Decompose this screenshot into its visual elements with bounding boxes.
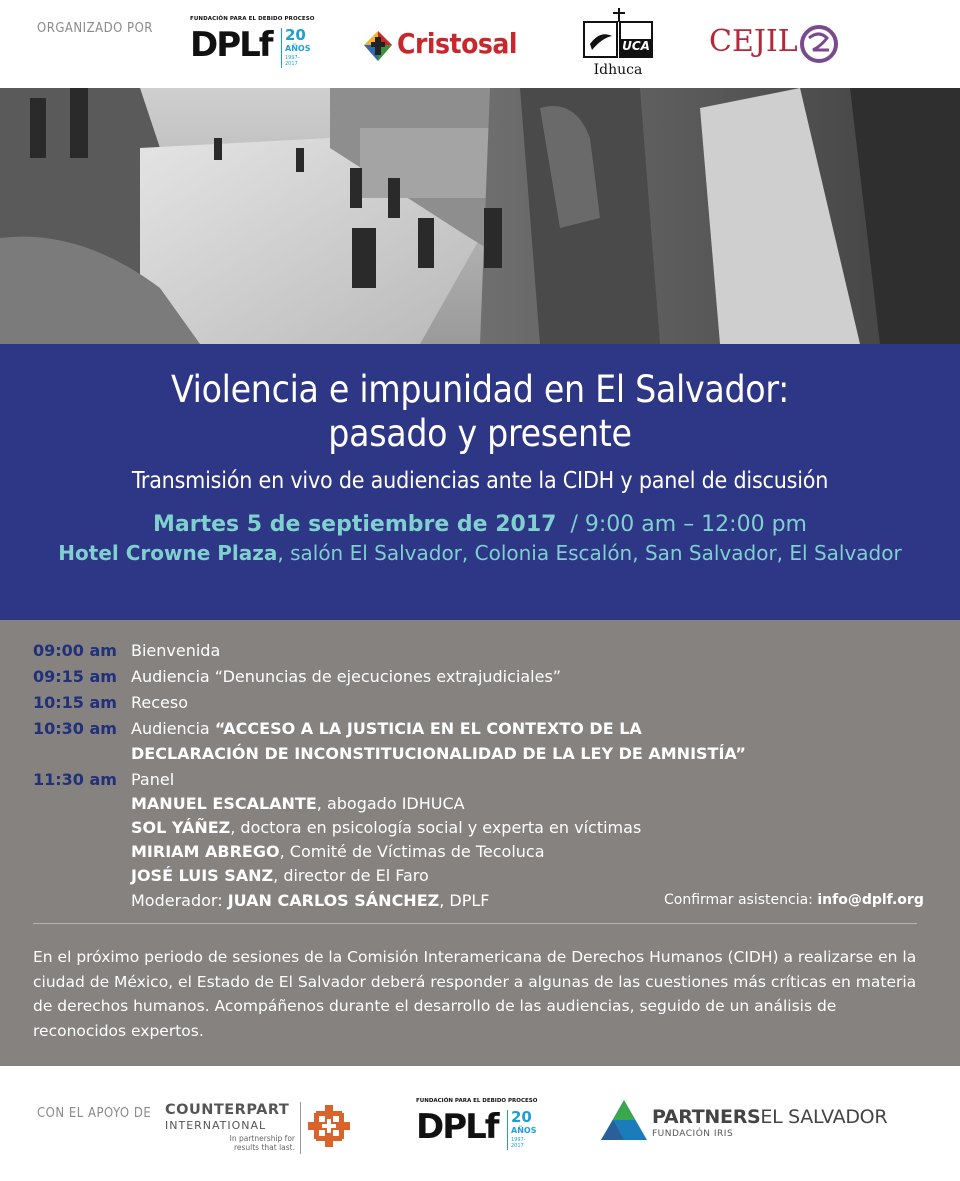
counterpart-tagline-line1: In partnership for bbox=[229, 1134, 295, 1143]
agenda-text: Panel bbox=[131, 770, 175, 789]
counterpart-logo bbox=[165, 1102, 355, 1158]
panelist-role: , abogado IDHUCA bbox=[316, 794, 465, 813]
dplf-divider bbox=[281, 28, 282, 68]
agenda-time: 10:15 am bbox=[33, 693, 117, 712]
sponsors-footer bbox=[0, 1066, 960, 1181]
event-venue-detail: , salón El Salvador, Colonia Escalón, San Salvador, El Salvador bbox=[277, 541, 902, 565]
event-title-band bbox=[0, 344, 960, 620]
counterpart-sub: INTERNATIONAL bbox=[165, 1119, 267, 1132]
event-subtitle: Transmisión en vivo de audiencias ante la CIDH y panel de discusión bbox=[131, 468, 829, 494]
counterpart-tagline bbox=[230, 1134, 295, 1152]
dplf-footer-anniv-word: AÑOS bbox=[511, 1126, 537, 1135]
agenda-text-bold-line1: “ACCESO A LA JUSTICIA EN EL CONTEXTO DE LA bbox=[214, 719, 642, 738]
cejil-wordmark: CEJIL bbox=[709, 24, 798, 59]
panelist-name: MIRIAM ABREGO bbox=[131, 842, 280, 861]
agenda-text-bold-line2: DECLARACIÓN DE INCONSTITUCIONALIDAD DE LA LEY DE AMNISTÍA” bbox=[131, 744, 746, 763]
agenda-text: Receso bbox=[131, 693, 189, 712]
agenda-time: 11:30 am bbox=[33, 770, 117, 789]
panelist-role: , Comité de Víctimas de Tecoluca bbox=[279, 842, 545, 861]
panelist-role: , doctora en psicología social y experta en víctimas bbox=[230, 818, 642, 837]
idhuca-uca-mark: UCA bbox=[622, 39, 650, 53]
dplf-footer-anniv-number: 20 bbox=[511, 1108, 532, 1126]
dplf-tagline: FUNDACIÓN PARA EL DEBIDO PROCESO bbox=[190, 16, 315, 22]
agenda-divider bbox=[33, 923, 917, 924]
partners-sub: FUNDACIÓN IRIS bbox=[652, 1129, 734, 1139]
dplf-footer-anniv-years: 1997-2017 bbox=[511, 1137, 526, 1149]
agenda-time: 09:15 am bbox=[33, 667, 117, 686]
moderator-name: JUAN CARLOS SÁNCHEZ bbox=[227, 891, 440, 910]
agenda-section bbox=[0, 620, 960, 1066]
partners-wordmark bbox=[652, 1106, 887, 1128]
dplf-anniv-word: AÑOS bbox=[285, 44, 311, 53]
rsvp-email-link[interactable]: info@dplf.org bbox=[817, 892, 924, 908]
dplf-footer-logo bbox=[416, 1098, 536, 1158]
panelist-name: SOL YÁÑEZ bbox=[131, 818, 231, 837]
event-venue-name: Hotel Crowne Plaza bbox=[58, 541, 278, 565]
hero-photo-collage bbox=[0, 88, 960, 344]
cristosal-emblem-icon bbox=[362, 29, 394, 63]
rsvp-label: Confirmar asistencia: bbox=[664, 892, 818, 908]
support-label: CON EL APOYO DE bbox=[37, 1106, 152, 1121]
counterpart-divider bbox=[300, 1102, 301, 1154]
agenda-time: 10:30 am bbox=[33, 719, 117, 738]
counterpart-emblem-icon bbox=[308, 1105, 350, 1147]
event-title-line2: pasado y presente bbox=[328, 412, 632, 455]
hero-photo bbox=[0, 88, 960, 344]
agenda-text: Bienvenida bbox=[131, 641, 221, 660]
event-title bbox=[0, 368, 960, 456]
event-date-line bbox=[0, 512, 960, 537]
agenda-text: Audiencia “Denuncias de ejecuciones extrajudiciales” bbox=[131, 667, 562, 686]
counterpart-name: COUNTERPART bbox=[165, 1102, 290, 1118]
rsvp bbox=[664, 892, 924, 908]
panelist-role: , director de El Faro bbox=[273, 866, 429, 885]
partners-logo bbox=[601, 1100, 901, 1150]
idhuca-emblem-icon bbox=[582, 8, 654, 64]
cejil-logo bbox=[709, 24, 839, 68]
idhuca-logo bbox=[582, 8, 654, 80]
dplf-footer-wordmark: DPLf bbox=[416, 1107, 498, 1147]
moderator-label: Moderador: bbox=[131, 891, 228, 910]
dplf-footer-divider bbox=[507, 1110, 508, 1150]
dplf-anniv-number: 20 bbox=[285, 26, 306, 44]
agenda-text-prefix: Audiencia bbox=[131, 719, 215, 738]
event-time: / 9:00 am – 12:00 pm bbox=[570, 512, 807, 537]
counterpart-tagline-line2: results that last. bbox=[233, 1143, 295, 1152]
event-description: En el próximo periodo de sesiones de la Comisión Interamericana de Derechos Humanos (CIDH) a realizarse en la ciudad de México, el Estado de El Salvador deberá responder a algunas de las cuestiones más críticas en materia de derechos humanos. Acompáñenos durante el desarrollo de las audiencias, seguido de un análisis de reconocidos expertos. bbox=[33, 948, 917, 1040]
dplf-anniv-years: 1997-2017 bbox=[285, 55, 300, 67]
idhuca-wordmark: Idhuca bbox=[593, 62, 643, 78]
event-date: Martes 5 de septiembre de 2017 bbox=[153, 512, 557, 537]
partners-wordmark-rest: EL SALVADOR bbox=[760, 1106, 888, 1128]
panelist-name: MANUEL ESCALANTE bbox=[131, 794, 317, 813]
agenda-text bbox=[131, 716, 642, 741]
event-title-line1: Violencia e impunidad en El Salvador: bbox=[170, 368, 789, 411]
agenda-time: 09:00 am bbox=[33, 641, 117, 660]
dplf-logo bbox=[190, 16, 315, 76]
cejil-anniversary-icon bbox=[799, 24, 839, 64]
dplf-footer-tagline: FUNDACIÓN PARA EL DEBIDO PROCESO bbox=[416, 1098, 538, 1104]
panelist-name: JOSÉ LUIS SANZ bbox=[131, 866, 274, 885]
dplf-wordmark: DPLf bbox=[190, 25, 272, 65]
moderator-org: , DPLF bbox=[439, 891, 490, 910]
organizers-label: ORGANIZADO POR bbox=[37, 21, 153, 36]
organizers-header bbox=[0, 0, 960, 88]
partners-triangle-icon bbox=[601, 1100, 647, 1140]
partners-wordmark-bold: PARTNERS bbox=[652, 1106, 761, 1128]
cristosal-logo bbox=[362, 27, 522, 67]
event-venue-line bbox=[0, 541, 960, 565]
cristosal-wordmark: Cristosal bbox=[397, 27, 518, 60]
